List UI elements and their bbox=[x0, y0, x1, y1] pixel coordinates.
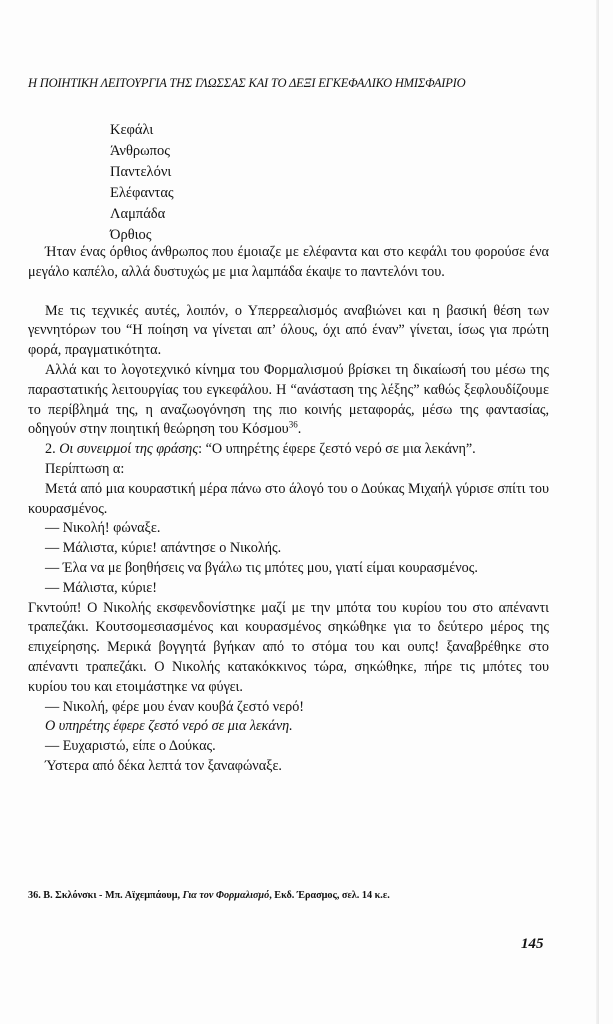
case-heading: Περίπτωση α: bbox=[45, 460, 125, 477]
word-list-item: Άνθρωπος bbox=[110, 143, 170, 159]
item-2-number: 2. bbox=[45, 441, 60, 458]
italic-sentence: Ο υπηρέτης έφερε ζεστό νερό σε μια λεκάνη. bbox=[45, 718, 293, 735]
dialogue-line: — Μάλιστα, κύριε! bbox=[45, 579, 157, 596]
closing-line: Ύστερα από δέκα λεπτά τον ξαναφώναξε. bbox=[45, 757, 282, 774]
word-list-item: Λαμπάδα bbox=[110, 206, 166, 222]
item-2-text: : “Ο υπηρέτης έφερε ζεστό νερό σε μια λεκάνη”. bbox=[198, 441, 476, 458]
dialogue-line: — Ευχαριστώ, είπε ο Δούκας. bbox=[45, 738, 216, 755]
dialogue-line: — Μάλιστα, κύριε! απάντησε ο Νικολής. bbox=[45, 540, 282, 557]
footnote-suffix: , Εκδ. Έρασμος, σελ. 14 κ.ε. bbox=[269, 890, 390, 901]
paragraph-formalism-text: Αλλά και το λογοτεχνικό κίνημα του Φορμαλισμού βρίσκει τη δικαίωσή του μέσω της παραστατικής λειτουργίας του εγκεφάλου. Η “ανάσταση της λέξης” καθώς ξεφλουδίζουμε το περίβλημά της, η αναζωογόνηση της πιο κοινής μεταφοράς, μέσω της φαντασίας, οδηγούν στην ποιητική θεώρηση του Κόσμου bbox=[28, 361, 549, 438]
story-sentence: Ήταν ένας όρθιος άνθρωπος που έμοιαζε με ελέφαντα και στο κεφάλι του φορούσε ένα μεγάλο καπέλο, αλλά δυστυχώς με μια λαμπάδα έκαψε το παντελόνι του. bbox=[28, 244, 549, 280]
page-edge-shadow bbox=[596, 0, 599, 1024]
word-list bbox=[110, 120, 174, 246]
word-list-item: Ελέφαντας bbox=[110, 185, 174, 201]
item-2-label: Οι συνειρμοί της φράσης bbox=[59, 441, 199, 458]
footnote-title: Για τον Φορμαλισμό bbox=[182, 890, 270, 901]
item-2-heading bbox=[28, 440, 549, 460]
case-intro: Μετά από μια κουραστική μέρα πάνω στο άλογό του ο Δούκας Μιχαήλ γύρισε σπίτι του κουρασμένος. bbox=[28, 480, 549, 517]
page-number: 145 bbox=[521, 936, 544, 952]
footnote bbox=[28, 890, 549, 901]
body-text bbox=[28, 243, 549, 777]
dialogue-line: — Έλα να με βοηθήσεις να βγάλω τις μπότες μου, γιατί είμαι κουρασμένος. bbox=[45, 559, 478, 576]
word-list-item: Κεφάλι bbox=[110, 122, 154, 138]
footnote-reference: 36 bbox=[288, 419, 298, 430]
word-list-item: Παντελόνι bbox=[110, 164, 172, 180]
running-header: Η ΠΟΙΗΤΙΚΗ ΛΕΙΤΟΥΡΓΙΑ ΤΗΣ ΓΛΩΣΣΑΣ ΚΑΙ ΤΟ ΔΕΞΙ ΕΓΚΕΦΑΛΙΚΟ ΗΜΙΣΦΑΙΡΙΟ bbox=[28, 76, 466, 90]
paragraph-action: Γκντούπ! Ο Νικολής εκσφενδονίστηκε μαζί με την μπότα του κυρίου του στο απέναντι τραπεζάκι. Κουτσομεσιασμένος και κουρασμένος σηκώθηκε για το δεύτερο μέρος της επιχείρησης. Μερικά βογγητά βγήκαν από το στόμα του και ουπς! ξαναβρέθηκε στο απέναντι τραπεζάκι. Ο Νικολής κατακόκκινος τώρα, σηκώθηκε, πήρε τις μπότες του κυρίου του και ετοιμάστηκε να φύγει. bbox=[28, 599, 549, 695]
paragraph-gap bbox=[28, 283, 549, 302]
footnote-prefix: 36. Β. Σκλόνσκι - Μπ. Αϊχεμπάουμ, bbox=[28, 890, 183, 901]
paragraph-formalism bbox=[28, 361, 549, 440]
paragraph-surrealism: Με τις τεχνικές αυτές, λοιπόν, ο Υπερρεαλισμός αναβιώνει και η βασική θέση των γεννητόρων του “Η ποίηση να γίνεται απ’ όλους, όχι από έναν” γίνεται, ίσως για πρώτη φορά, πραγματικότητα. bbox=[28, 302, 549, 359]
dialogue-line: — Νικολή, φέρε μου έναν κουβά ζεστό νερό! bbox=[45, 698, 305, 715]
paragraph-formalism-end: . bbox=[297, 421, 302, 438]
dialogue-line: — Νικολή! φώναξε. bbox=[45, 520, 161, 537]
word-list-item: Όρθιος bbox=[110, 227, 152, 243]
